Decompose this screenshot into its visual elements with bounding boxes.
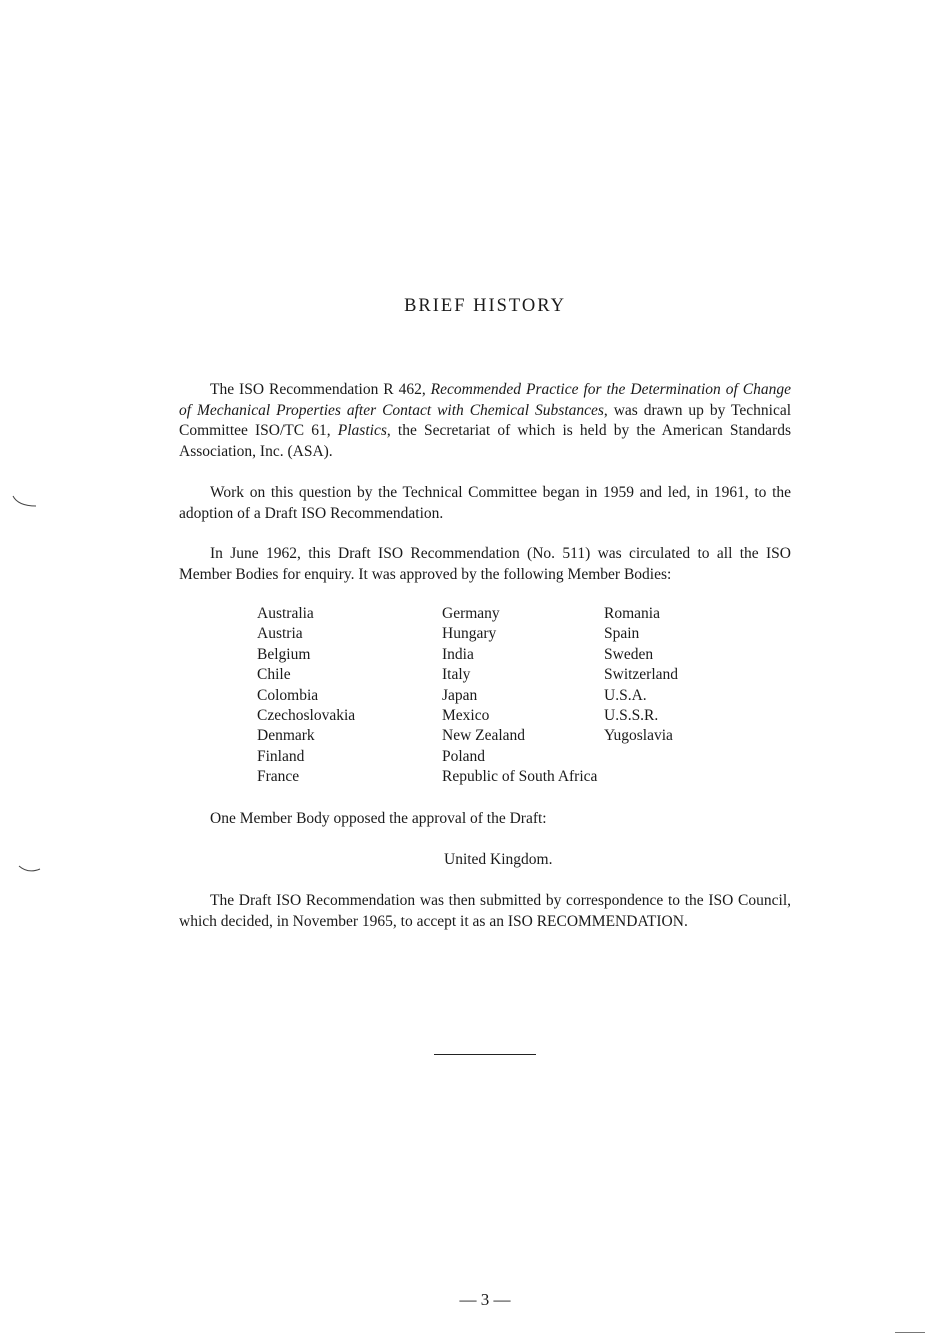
corner-scan-mark xyxy=(895,1332,925,1333)
member-body: Yugoslavia xyxy=(604,727,673,745)
member-body: Australia xyxy=(257,605,314,622)
member-body: Denmark xyxy=(257,727,315,745)
member-body: Romania xyxy=(604,605,660,622)
member-body: Germany xyxy=(442,605,500,622)
member-body: Austria xyxy=(257,625,303,643)
binding-hole-mark-lower xyxy=(18,864,42,876)
member-body: Finland xyxy=(257,747,305,765)
member-body: U.S.A. xyxy=(604,686,647,704)
member-list-column-2 xyxy=(442,604,597,788)
acceptance-paragraph: The Draft ISO Recommendation was then submitted by correspondence to the ISO Council, which decided, in November 1965, to accept it as an ISO RECOMMENDATION. xyxy=(179,892,791,930)
member-body: Mexico xyxy=(442,707,490,725)
end-rule xyxy=(434,1054,536,1055)
member-body: Japan xyxy=(442,686,478,704)
opposed-member-body: United Kingdom. xyxy=(444,851,553,868)
recommendation-title: Recommended Practice for the Determination of Change of Mechanical Properties after Contact with Chemical Substances xyxy=(179,381,791,419)
intro-paragraph: The ISO Recommendation R 462, Recommended Practice for the Determination of Change of Mechanical Properties after Contact with Chemical Substances, was drawn up by Technical Committee ISO/TC 61, Plastics, the Secretariat of which is held by the American Standards Association, Inc. (ASA). xyxy=(179,381,792,460)
committee-name: Plastics xyxy=(337,422,387,439)
member-body: Czechoslovakia xyxy=(257,707,356,725)
page-title: BRIEF HISTORY xyxy=(404,296,566,316)
member-body: Belgium xyxy=(257,645,311,663)
member-body: Hungary xyxy=(442,625,497,643)
work-paragraph: Work on this question by the Technical Committee began in 1959 and led, in 1961, to the adoption of a Draft ISO Recommendation. xyxy=(179,484,791,522)
member-body: Sweden xyxy=(604,645,654,663)
member-body: France xyxy=(257,768,300,786)
member-body: Republic of South Africa xyxy=(442,768,598,786)
member-list-column-3 xyxy=(604,604,678,747)
opposed-intro: One Member Body opposed the approval of the Draft: xyxy=(210,810,547,827)
member-body: Switzerland xyxy=(604,666,679,684)
member-body: Chile xyxy=(257,666,291,684)
member-body: Spain xyxy=(604,625,640,643)
member-body: India xyxy=(442,645,474,663)
page-number: — 3 — xyxy=(459,1290,511,1309)
member-body: U.S.S.R. xyxy=(604,707,659,725)
member-body: New Zealand xyxy=(442,727,526,745)
member-body: Poland xyxy=(442,747,486,765)
member-body: Italy xyxy=(442,666,471,684)
member-body: Colombia xyxy=(257,686,319,704)
circulation-paragraph: In June 1962, this Draft ISO Recommendation (No. 511) was circulated to all the ISO Member Bodies for enquiry. It was approved by the following Member Bodies: xyxy=(179,545,791,583)
binding-hole-mark-upper xyxy=(12,495,38,509)
member-list-column-1 xyxy=(257,604,355,788)
